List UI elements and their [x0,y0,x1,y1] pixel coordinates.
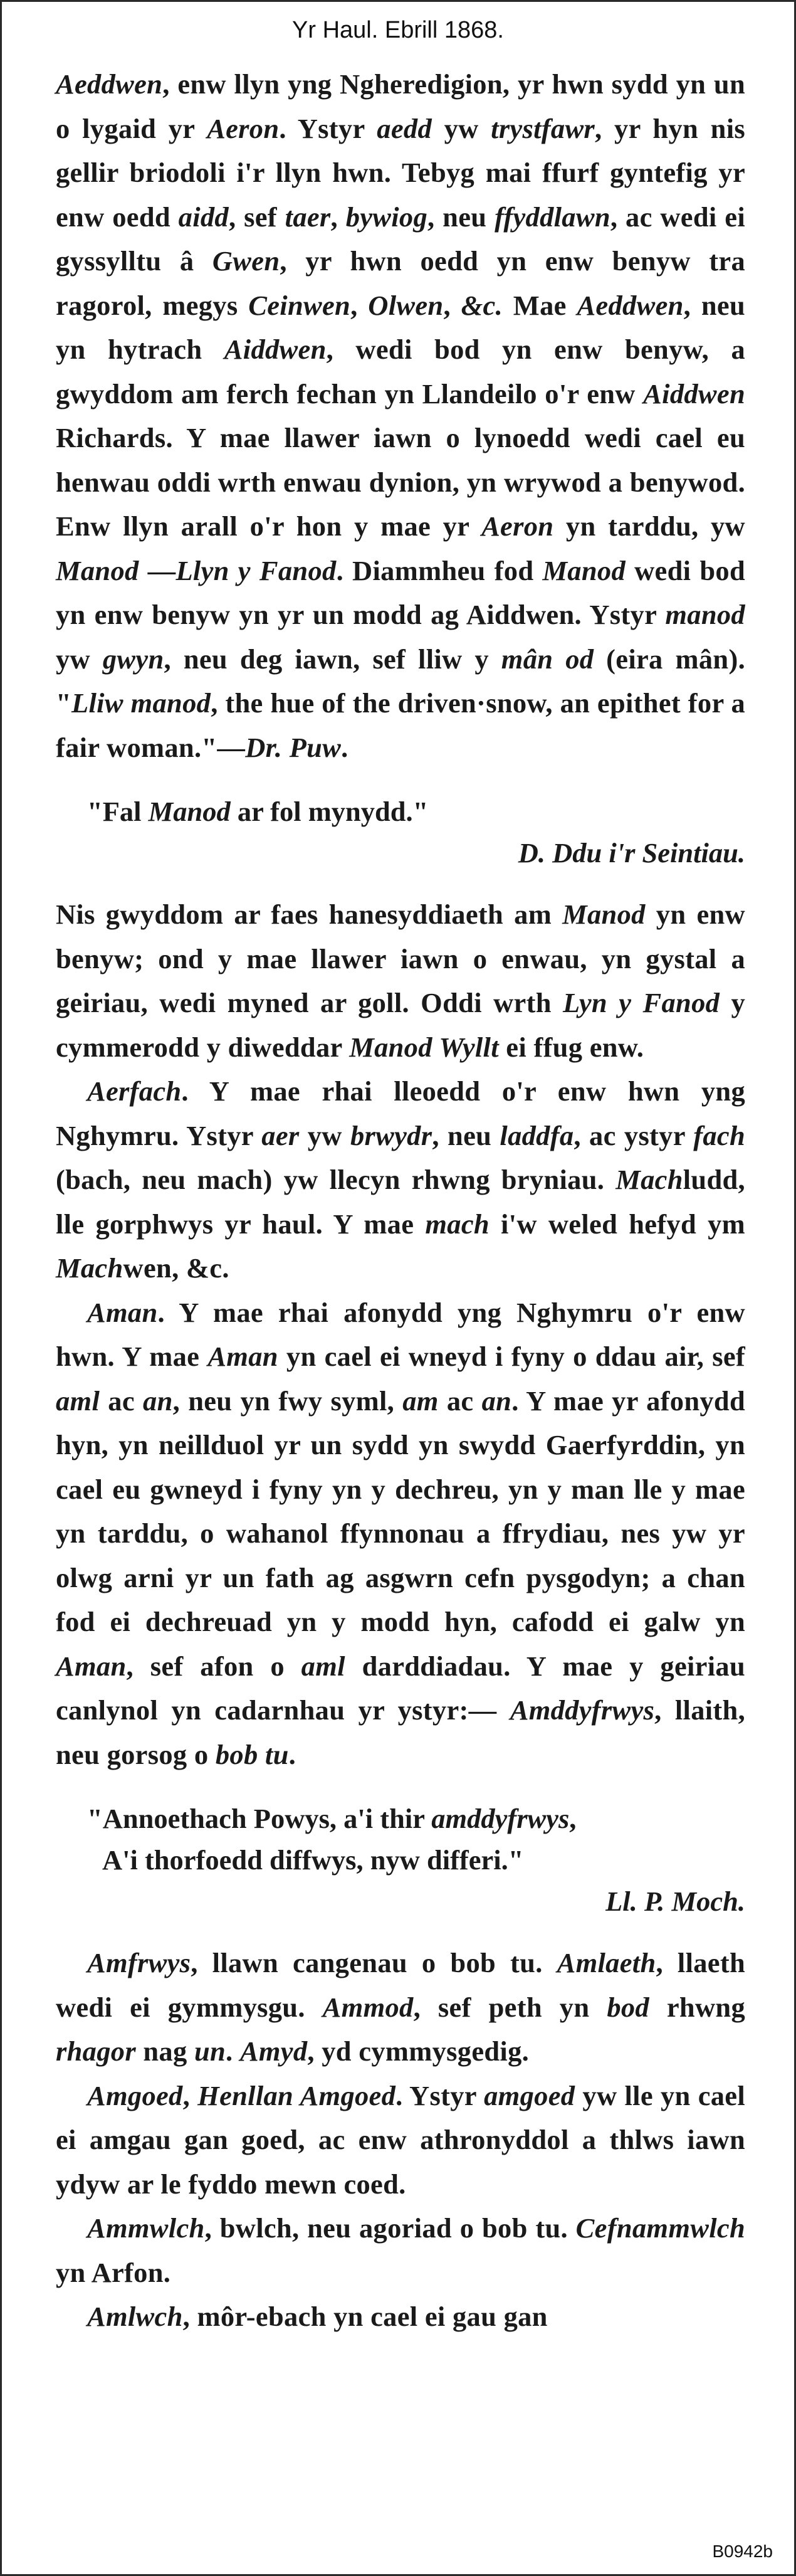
italic-term: Aeddwen [577,289,684,321]
italic-term: Amgoed [87,2079,183,2111]
text-run: , [330,201,346,233]
italic-term: Dr. Puw [245,731,342,763]
italic-term: Ceinwen [248,289,351,321]
italic-term: Manod [148,796,231,827]
verse-line [87,1839,745,1881]
text-run: ei ffug enw. [498,1031,644,1063]
entry-amfrwys [56,1941,745,2074]
quotation-manod [87,791,745,874]
text-run: , neu [432,1119,500,1151]
italic-term: rhagor [56,2035,136,2067]
text-run: darddiadau. Y mae y geiriau canlynol yn cadarnhau yr ystyr:— [56,1650,745,1726]
text-run: ar fol mynydd." [230,796,429,827]
italic-term: Aiddwen [224,334,327,365]
entry-manod-continued [56,892,745,1069]
italic-term: Ammod [322,1991,414,2023]
italic-term: Llyn y Fanod [175,554,337,586]
text-run: , llaeth wedi ei gymmysgu. [56,1947,745,2023]
italic-term: gwyn [102,643,164,675]
text-run: , neu yn hytrach [56,289,746,365]
text-run: nag [135,2035,194,2067]
text-run: yn enw benyw; ond y mae llawer iawn o enwau, yn gystal a geiriau, wedi myned ar goll. Oddi wrth [56,899,745,1018]
italic-term: am [402,1385,439,1417]
text-run: , [182,2079,198,2111]
italic-term: Henllan Amgoed [197,2079,396,2111]
italic-term: taer [285,201,331,233]
text-run: . [226,2035,240,2067]
text-run: , sef peth yn [413,1991,607,2023]
text-run: , ac wedi ei gyssylltu â [56,201,745,277]
italic-term: Aiddwen [643,377,745,409]
text-run: , enw llyn yng Ngheredigion, yr hwn sydd yn un o lygaid yr [56,68,745,144]
italic-term: Manod [56,554,139,586]
italic-term: trystfawr [491,112,595,144]
text-run: wen, &c. [123,1252,229,1284]
entry-aman [56,1291,745,1777]
italic-term: aedd [377,112,432,144]
entry-aerfach [56,1069,745,1291]
verse-attribution: D. Ddu i'r Seintiau. [518,837,745,868]
quotation-amddyfrwys [87,1798,745,1922]
italic-term: Ammwlch [87,2212,205,2244]
text-run: , yr hwn oedd yn enw benyw tra ragorol, megys [56,245,746,321]
entry-amgoed [56,2074,745,2207]
text-run: , llaith, neu gorsog o [56,1694,746,1770]
text-run: , neu [427,201,495,233]
text-run: , sef afon o [126,1650,301,1682]
text-run: yw [56,643,103,675]
text-run: ac [100,1385,144,1417]
text-run: yw [299,1119,350,1151]
italic-term: Olwen [368,289,444,321]
italic-term: amddyfrwys [431,1803,570,1834]
italic-term: ffyddlawn [495,201,610,233]
text-run: . [288,1738,296,1770]
italic-term: Amlwch [87,2301,183,2332]
italic-term: Lliw manod [71,687,211,719]
italic-term: Aeron [207,112,280,144]
italic-term: Aman [56,1650,127,1682]
page-title: Yr Haul. Ebrill 1868. [292,17,504,43]
italic-term: Gwen [212,245,280,277]
italic-term: aml [56,1385,100,1417]
italic-term: Amfrwys [87,1947,191,1978]
text-run: i'w weled hefyd ym [489,1208,746,1240]
italic-term: an [143,1385,173,1417]
italic-term: Aerfach [87,1075,182,1107]
text-run: , sef [229,201,285,233]
text-run: — [139,554,176,586]
text-run: , [350,289,369,321]
entry-ammwlch [56,2206,745,2294]
text-run: (eira mân). " [56,643,746,719]
verse-attribution: Ll. P. Moch. [605,1886,745,1917]
italic-term: bywiog [345,201,428,233]
italic-term: amgoed [484,2079,575,2111]
italic-term: manod [665,599,745,630]
italic-term: Mach [56,1252,123,1284]
text-run: , wedi bod yn enw benyw, a gwyddom am ferch fechan yn Llandeilo o'r enw [56,334,745,409]
text-run: A'i thorfoedd diffwys, nyw differi." [102,1844,524,1876]
catalog-number: B0942b [712,2542,773,2561]
italic-term: aer [261,1119,300,1151]
text-run: . Ystyr [279,112,377,144]
italic-term: Aman [87,1296,158,1328]
italic-term: Amyd [239,2035,308,2067]
italic-term: bob tu [215,1738,289,1770]
text-run: "Annoethach Powys, a'i thir [87,1803,432,1834]
text-run: , the hue of the driven·snow, an epithet for a fair woman."— [56,687,746,763]
text-run: , [569,1803,577,1834]
italic-term: aml [301,1650,345,1682]
italic-term: Mach [615,1164,683,1195]
text-run: y cymmerodd y diweddar [56,987,745,1063]
text-run: "Fal [87,796,149,827]
italic-term: mach [425,1208,490,1240]
text-run: rhwng [649,1991,746,2023]
entry-aeddwen [56,62,745,769]
italic-term: Cefnammwlch [575,2212,745,2244]
text-run: . Y mae yr afonydd hyn, yn neillduol yr un sydd yn swydd Gaerfyrddin, yn cael eu gwneyd i fyny yn y dechreu, yn y man lle y mae yn tarddu, o wahanol ffynnonau a ffrydiau, nes yw yr olwg arni yr un fath ag asgwrn cefn pysgodyn; a chan fod ei dechreuad yn y modd hyn, cafodd ei galw yn [56,1385,746,1637]
text-run: , yd cymmysgedig. [307,2035,530,2067]
text-run: . Y mae rhai lleoedd o'r enw hwn yng Nghymru. Ystyr [56,1075,745,1151]
text-run: , llawn cangenau o bob tu. [191,1947,557,1978]
italic-term: Lyn y Fanod [563,987,720,1018]
entry-amlwch [56,2294,745,2339]
text-run: wedi bod yn enw benyw yn yr un modd ag Aiddwen. Ystyr [56,554,745,630]
text-run: Nis gwyddom ar faes hanesyddiaeth am [56,899,563,930]
text-run: , neu deg iawn, sef lliw y [164,643,501,675]
verse-line [87,1798,745,1839]
italic-term: Manod [562,899,646,930]
text-run: Richards. Y mae llawer iawn o lynoedd wedi cael eu henwau oddi wrth enwau dynion, yn wrywod a benywod. Enw llyn arall o'r hon y mae yr [56,422,745,542]
italic-term: un [194,2035,226,2067]
verse-line [87,791,745,832]
italic-term: laddfa [500,1119,574,1151]
text-run: . [341,731,348,763]
text-run: , neu yn fwy syml, [172,1385,403,1417]
text-run: ludd, lle gorphwys yr haul. Y mae [56,1164,745,1240]
italic-term: an [481,1385,512,1417]
italic-term: Amddyfrwys [510,1694,655,1726]
text-run: yn cael ei wneyd i fyny o ddau air, sef [278,1341,745,1372]
text-run: yn Arfon. [56,2256,171,2288]
text-run: ac [438,1385,482,1417]
text-run: yw [432,112,491,144]
italic-term: bod [607,1991,649,2023]
text-run: , bwlch, neu agoriad o bob tu. [204,2212,576,2244]
text-run: yn tarddu, yw [553,510,745,542]
italic-term: Aeddwen [56,68,163,100]
italic-term: &c. [461,289,503,321]
italic-term: Amlaeth [557,1947,656,1978]
text-run: , yr hyn nis gellir briodoli i'r llyn hwn. Tebyg mai ffurf gyntefig yr enw oedd [56,112,745,233]
italic-term: Manod Wyllt [349,1031,499,1063]
text-run: . Ystyr [395,2079,484,2111]
italic-term: aidd [178,201,229,233]
italic-term: Aeron [481,510,554,542]
text-run: , ac ystyr [573,1119,694,1151]
italic-term: mân od [501,643,594,675]
italic-term: fach [693,1119,745,1151]
italic-term: Manod [542,554,626,586]
text-run: Mae [503,289,577,321]
italic-term: Aman [207,1341,278,1372]
text-run: . Y mae rhai afonydd yng Nghymru o'r enw hwn. Y mae [56,1296,745,1372]
text-run: . Diammheu fod [336,554,543,586]
text-run: yw lle yn cael ei amgau gan goed, ac enw athronyddol a thlws iawn ydyw ar le fyddo mewn coed. [56,2079,746,2200]
italic-term: brwydr [350,1119,432,1151]
text-run: , môr-ebach yn cael ei gau gan [182,2301,548,2332]
text-run: (bach, neu mach) yw llecyn rhwng bryniau. [56,1164,616,1195]
text-run: , [443,289,461,321]
